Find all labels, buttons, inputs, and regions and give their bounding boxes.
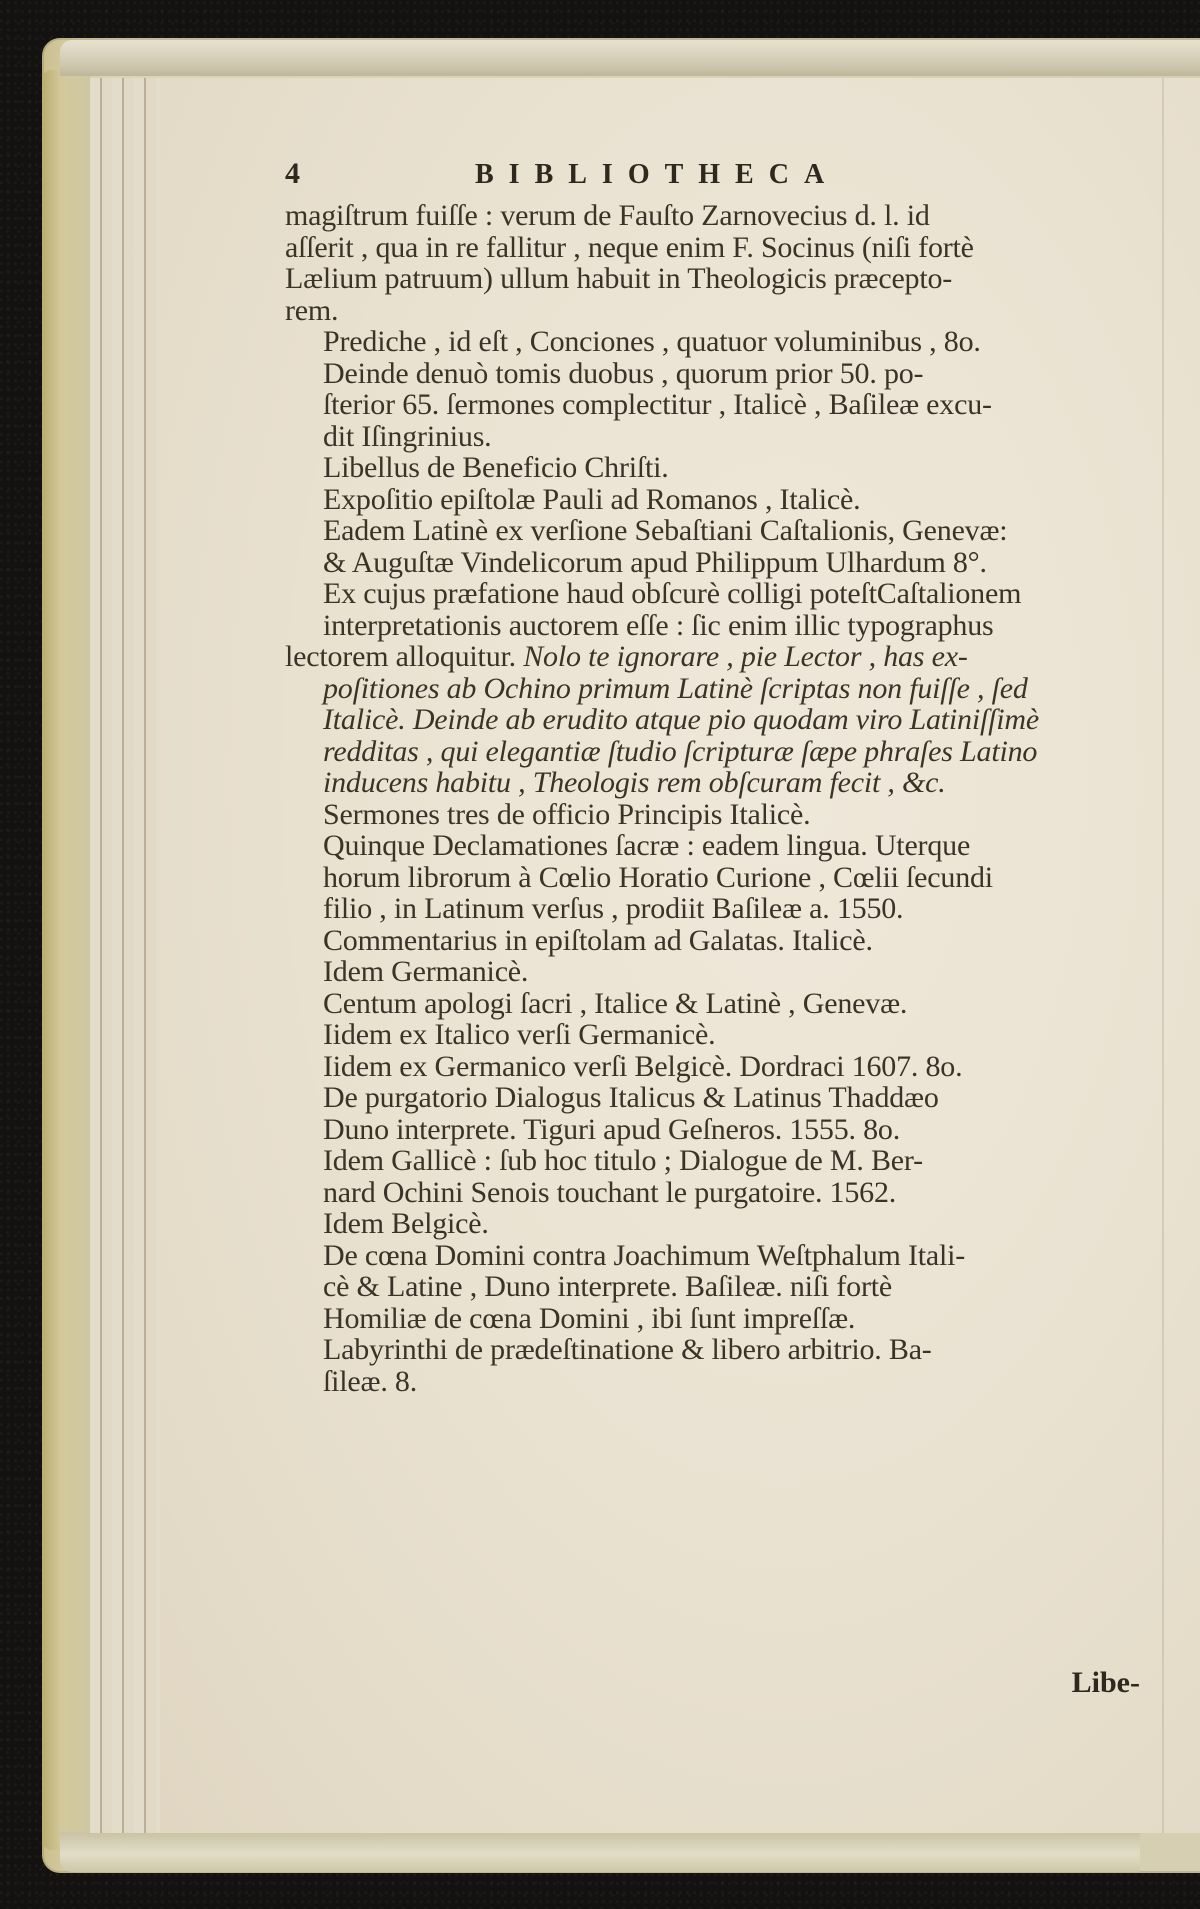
- page-header: [285, 158, 1135, 198]
- bibliography-entry: [285, 956, 1135, 988]
- cover-spine-edge: [42, 70, 90, 1850]
- italic-quote-line: Italicè. Deinde ab erudito atque pio quodam viro Latiniſſimè: [323, 703, 1039, 736]
- text-line: magiſtrum fuiſſe : verum de Fauſto Zarnovecius d. l. id: [285, 199, 930, 232]
- italic-quote-line: Nolo te ignorare , pie Lector , has ex-: [523, 640, 968, 673]
- text-line: filio , in Latinum verſus , prodiit Baſileæ a. 1550.: [323, 892, 904, 925]
- text-line: cè & Latine , Duno interprete. Baſileæ. niſi fortè: [323, 1270, 892, 1303]
- bibliography-entry: [285, 358, 1135, 453]
- book-page: [160, 78, 1200, 1833]
- bibliography-entry: [285, 1145, 1135, 1208]
- text-line: Lælium patruum) ullum habuit in Theologicis præcepto-: [285, 262, 953, 295]
- page-stack-edges: [90, 78, 168, 1833]
- catchword: Libe-: [1071, 1666, 1140, 1699]
- text-line: Sermones tres de officio Principis Italicè.: [323, 797, 811, 831]
- bibliography-entry: [285, 200, 1135, 326]
- bibliography-entry: [285, 515, 1135, 799]
- text-line: ſileæ. 8.: [323, 1364, 418, 1398]
- bibliography-entry: [285, 925, 1135, 957]
- text-line: Idem Belgicè.: [323, 1207, 489, 1240]
- bibliography-entry: [285, 1240, 1135, 1303]
- bibliography-entry: [285, 830, 1135, 925]
- text-line: De purgatorio Dialogus Italicus & Latinus Thaddæo: [323, 1081, 939, 1114]
- italic-quote-line: poſitiones ab Ochino primum Latinè ſcriptas non fuiſſe , ſed: [323, 671, 1028, 705]
- text-line: Deinde denuò tomis duobus , quorum prior 50. po-: [323, 356, 924, 390]
- bibliography-entry: [285, 988, 1135, 1020]
- text-line: De cœna Domini contra Joachimum Weſtphalum Itali-: [323, 1238, 966, 1272]
- bibliography-entry: [285, 326, 1135, 358]
- bibliography-entry: [285, 1082, 1135, 1145]
- bibliography-entry: [285, 484, 1135, 516]
- text-line: Eadem Latinè ex verſione Sebaſtiani Caſtalionis, Genevæ:: [323, 514, 1008, 547]
- bibliography-entry: [285, 452, 1135, 484]
- text-line: Centum apologi ſacri , Italice & Latinè , Genevæ.: [323, 986, 908, 1020]
- text-line: Libellus de Beneficio Chriſti.: [323, 451, 669, 484]
- bibliography-entry: [285, 1208, 1135, 1240]
- text-line: interpretationis auctorem eſſe : ſic enim illic typographus: [323, 608, 994, 642]
- text-line: Quinque Declamationes ſacræ : eadem lingua. Uterque: [323, 829, 971, 862]
- body-text: [285, 200, 1135, 1397]
- text-line: lectorem alloquitur.: [285, 640, 516, 673]
- text-line: nard Ochini Senois touchant le purgatoire. 1562.: [323, 1175, 897, 1209]
- cover-bottom-edge: [60, 1832, 1140, 1872]
- text-line: horum librorum à Cœlio Horatio Curione , Cœlii ſecundi: [323, 860, 993, 894]
- text-line: Prediche , id eſt , Conciones , quatuor voluminibus , 8o.: [323, 325, 981, 358]
- text-line: Ex cujus præfatione haud obſcurè colligi poteſtCaſtalionem: [323, 577, 1022, 610]
- bibliography-entry: [285, 1303, 1135, 1335]
- text-line: Iidem ex Germanico verſi Belgicè. Dordraci 1607. 8o.: [323, 1049, 963, 1083]
- text-line: Labyrinthi de prædeſtinatione & libero arbitrio. Ba-: [323, 1333, 932, 1366]
- text-line: Idem Germanicè.: [323, 955, 529, 988]
- page-number: 4: [285, 157, 300, 190]
- text-line: aſſerit , qua in re fallitur , neque enim F. Socinus (niſi fortè: [285, 230, 974, 264]
- text-line: dit Iſingrinius.: [323, 419, 492, 453]
- bibliography-entry: [285, 799, 1135, 831]
- bibliography-entry: [285, 1334, 1135, 1397]
- text-line: Idem Gallicè : ſub hoc titulo ; Dialogue de M. Ber-: [323, 1144, 923, 1177]
- text-line: & Auguſtæ Vindelicorum apud Philippum Ulhardum 8°.: [323, 545, 987, 579]
- text-line: Iidem ex Italico verſi Germanicè.: [323, 1018, 716, 1051]
- bibliography-entry: [285, 1019, 1135, 1051]
- text-line: Duno interprete. Tiguri apud Geſneros. 1555. 8o.: [323, 1112, 900, 1146]
- bibliography-entry: [285, 1051, 1135, 1083]
- text-line: Commentarius in epiſtolam ad Galatas. Italicè.: [323, 923, 873, 957]
- italic-quote-line: redditas , qui elegantiæ ſtudio ſcripturæ ſæpe phraſes Latino: [323, 734, 1038, 768]
- text-line: Expoſitio epiſtolæ Pauli ad Romanos , Italicè.: [323, 482, 861, 516]
- cover-top-edge: [60, 40, 1200, 76]
- text-line: Homiliæ de cœna Domini , ibi ſunt impreſſæ.: [323, 1301, 856, 1335]
- italic-quote-line: inducens habitu , Theologis rem obſcuram fecit , &c.: [323, 766, 946, 799]
- text-line: rem.: [285, 293, 339, 327]
- running-title: BIBLIOTHECA: [475, 159, 840, 190]
- page-content: [285, 158, 1135, 1397]
- text-line: ſterior 65. ſermones complectitur , Italicè , Baſileæ excu-: [323, 388, 992, 421]
